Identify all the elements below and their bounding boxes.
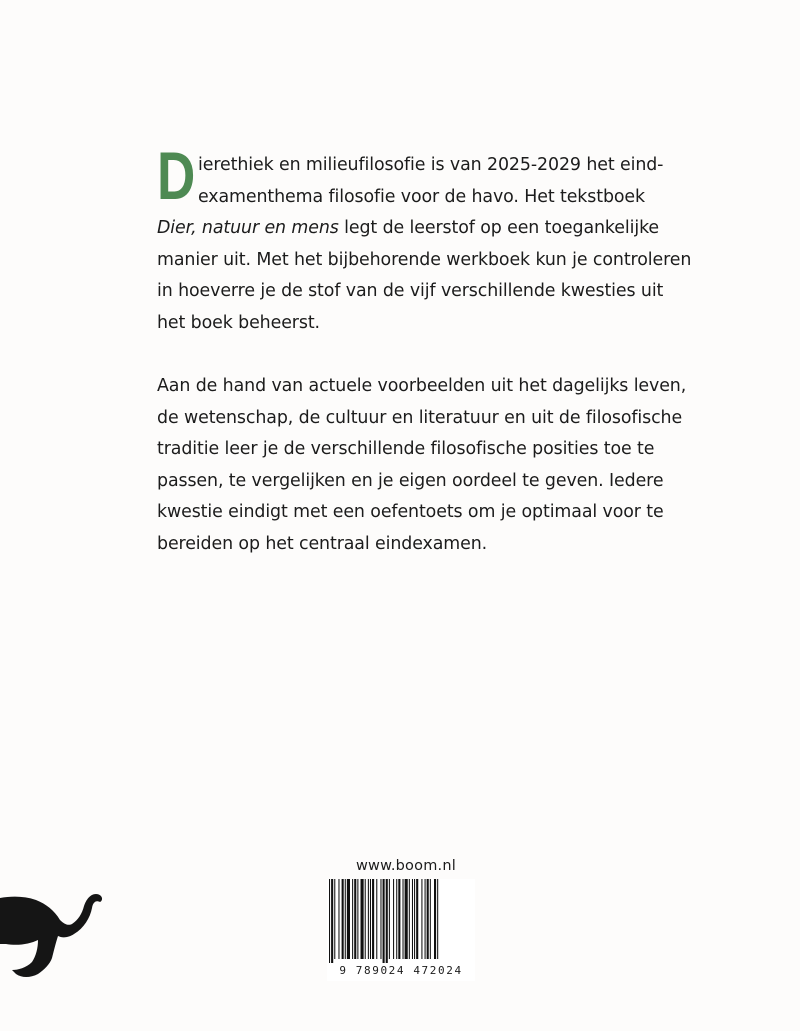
blurb-p1-line-3 [157, 213, 660, 245]
barcode-bar [412, 879, 413, 959]
barcode-bar [376, 879, 377, 959]
barcode-bar [331, 879, 333, 963]
barcode-bar [430, 879, 431, 959]
barcode-bar [361, 879, 364, 959]
barcode-bar [427, 879, 429, 959]
blurb-p1-line-2: examenthema filosofie voor de havo. Het tekstboek [198, 186, 645, 207]
blurb-p2-line-5: kwestie eindigt met een oefentoets om je optimaal voor te [157, 502, 664, 522]
barcode-bar [347, 879, 350, 959]
blurb-p1-line-3-rest: legt de leerstof op een toegankelijke [338, 218, 660, 238]
barcode-bar [389, 879, 390, 959]
barcode-bar [403, 879, 404, 959]
blurb-text [157, 138, 692, 560]
barcode-bar [383, 879, 385, 963]
barcode-bar [416, 879, 418, 959]
blurb-p2-line-2: de wetenschap, de cultuur en literatuur en uit de filosofische [157, 407, 683, 428]
barcode-bars [327, 879, 475, 963]
blurb-paragraph-1 [157, 138, 692, 339]
blurb-p2-line-4: passen, te vergelijken en je eigen oordeel te geven. Iedere [157, 470, 664, 491]
barcode-bar [342, 879, 344, 959]
barcode-bar [434, 879, 436, 959]
blurb-paragraph-2 [157, 371, 687, 560]
barcode-bar [372, 879, 374, 959]
barcode-bar [338, 879, 339, 959]
barcode-bar [354, 879, 356, 959]
book-title-italic: Dier, natuur en mens [157, 218, 339, 238]
barcode-bar [414, 879, 415, 959]
blurb-p1-line-5: in hoeverre je de stof van de vijf verschillende kwesties uit [157, 281, 664, 301]
barcode-bar [329, 879, 330, 963]
barcode-bar [393, 879, 394, 959]
barcode-bar [365, 879, 366, 959]
barcode-bar [368, 879, 369, 959]
barcode-bar [437, 879, 438, 959]
isbn-number: 9 789024 472024 [339, 964, 463, 977]
barcode-bar [398, 879, 400, 959]
barcode-bar [409, 879, 410, 959]
panther-silhouette-icon [0, 880, 110, 990]
barcode-bar [425, 879, 426, 959]
blurb-p1-line-1: ierethiek en milieufilosofie is van 2025-2029 het eind- [198, 155, 664, 175]
drop-cap: D [157, 138, 194, 214]
blurb-p1-line-4: manier uit. Met het bijbehorende werkboek kun je controleren [157, 249, 692, 270]
barcode-bar [405, 879, 408, 959]
barcode-bar [370, 879, 371, 959]
barcode-bar [421, 879, 422, 959]
barcode-bar [357, 879, 358, 959]
barcode-bar [334, 879, 335, 959]
blurb-p2-line-6: bereiden op het centraal eindexamen. [157, 533, 488, 554]
barcode-bar [352, 879, 353, 959]
publisher-website: www.boom.nl [356, 858, 456, 874]
barcode-bar [345, 879, 346, 959]
barcode-bar [386, 879, 388, 963]
blurb-p1-line-6: het boek beheerst. [157, 312, 320, 333]
blurb-p2-line-3: traditie leer je de verschillende filosofische posities toe te [157, 439, 655, 459]
barcode-bar [380, 879, 381, 959]
barcode-bar [396, 879, 397, 959]
blurb-p2-line-1: Aan de hand van actuele voorbeelden uit het dagelijks leven, [157, 376, 687, 396]
